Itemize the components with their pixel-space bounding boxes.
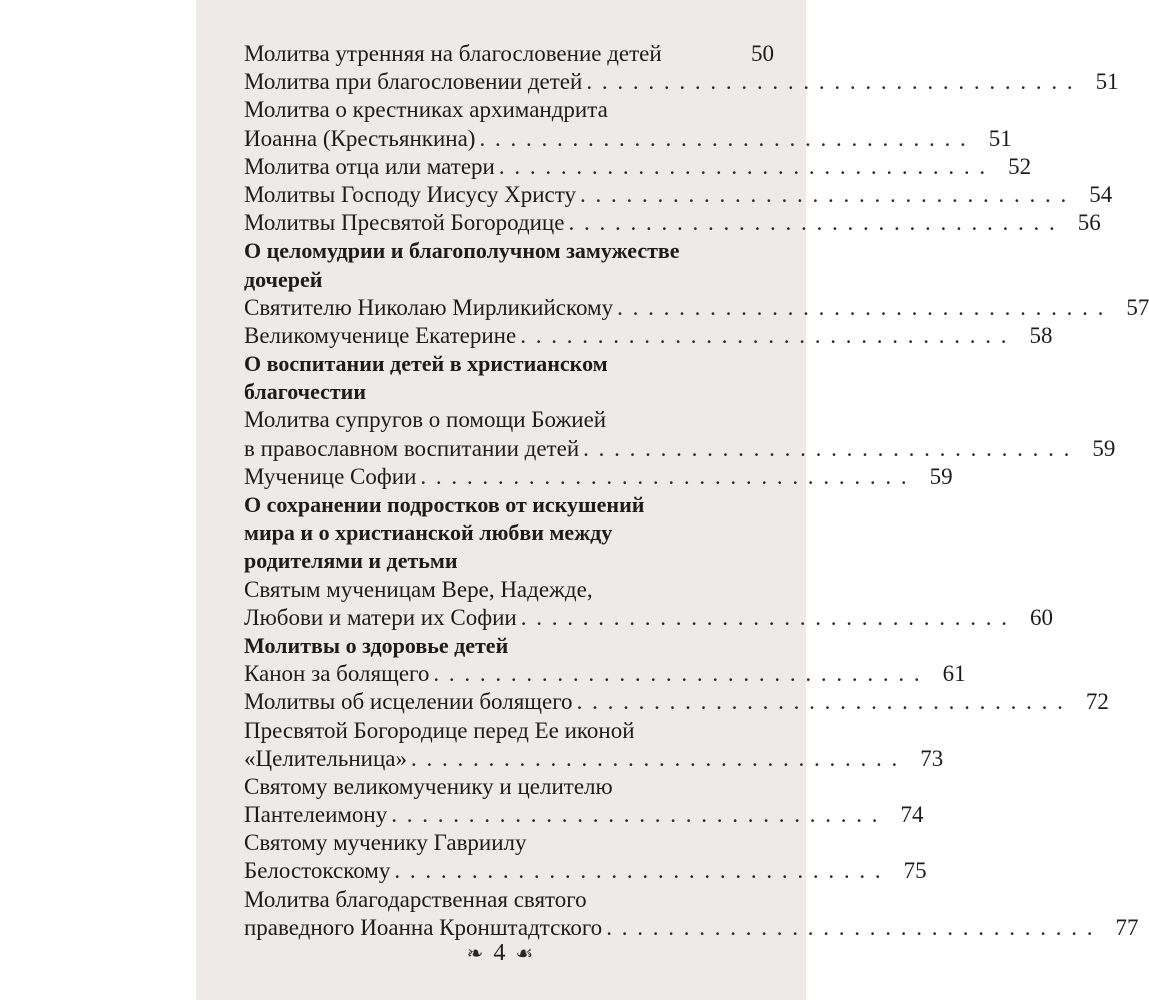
toc-page-number: 52 [1008,153,1032,179]
toc-section-heading [244,547,774,575]
toc-leader-dots: . . . . . . . . . . . . . . . . . . . . . . . . . . . . . . . . [410,745,900,771]
toc-entry-title: Молитва утренняя на благословение детей [244,41,662,66]
page-footer [0,940,1000,967]
toc-entry-title: Белостокскому [244,858,391,884]
toc-entry-title: Молитва благодарственная святого [244,886,587,912]
toc-entry-title: Святителю Николаю Мирликийскому [244,294,614,320]
toc-page-number: 72 [1085,689,1109,715]
toc-entry [244,660,966,688]
toc-leader-dots: . . . . . . . . . . . . . . . . . . . . . . . . . . . . . . . . [568,210,1057,236]
toc-page-number: 74 [900,802,924,828]
toc-section-heading [244,350,774,378]
toc-page-number: 50 [751,41,774,66]
toc-entry [244,829,774,857]
toc-entry-title: Молитва о крестниках архимандрита [244,97,608,123]
ornament-right-icon: ☙ [515,943,534,965]
toc-entry-title: Мученице Софии [244,463,417,489]
toc-entry-title: в православном воспитании детей [244,435,580,461]
page-number: 4 [493,940,506,966]
toc-entry [244,209,1101,237]
toc-entry [244,322,1053,350]
toc-leader-dots: . . . . . . . . . . . . . . . . . . . . . . . . . . . . . . . . [520,322,1009,348]
toc-entry-title: Молитва супругов о помощи Божией [244,407,607,433]
toc-leader-dots: . . . . . . . . . . . . . . . . . . . . . . . . . . . . . . . . [606,914,1095,940]
toc-entry-title: Молитвы Господу Иисусу Христу [244,181,576,207]
toc-entry [244,406,774,434]
toc-entry-title: О сохранении подростков от искушений [244,492,645,517]
toc-entry-title: Молитва отца или матери [244,153,495,179]
toc-section-heading [244,632,774,660]
toc-entry-title: Молитвы об исцелении болящего [244,689,573,715]
toc-entry-title: Канон за болящего [244,661,430,687]
toc-entry [244,125,1012,153]
toc-entry-title: мира и о христианской любви между [244,520,613,546]
toc-entry-title: Пресвятой Богородице перед Ее иконой [244,717,635,743]
toc-entry [244,40,774,68]
toc-page-number: 54 [1089,181,1113,207]
toc-page-number: 60 [1029,604,1053,630]
toc-entry-title: «Целительница» [244,745,407,771]
toc-entry [244,68,1119,96]
toc-page-number: 59 [929,463,953,489]
toc-entry [244,688,1109,716]
ornament-left-icon: ❧ [466,943,484,965]
toc-entry-title: О воспитании детей в христианском [244,351,608,377]
toc-section-heading [244,237,774,265]
toc-entry-title: О целомудрии и благополучном замужестве [244,238,680,264]
toc-entry [244,857,927,885]
toc-entry [244,717,774,745]
toc-entry [244,886,774,914]
toc-entry [244,463,953,491]
toc-entry-title: Святым мученицам Вере, Надежде, [244,576,593,602]
toc-leader-dots: . . . . . . . . . . . . . . . . . . . . . . . . . . . . . . . . [617,294,1106,320]
toc-leader-dots: . . . . . . . . . . . . . . . . . . . . . . . . . . . . . . . . [433,661,922,687]
toc-section-heading [244,378,774,406]
toc-entry [244,773,774,801]
toc-entry [244,294,1149,322]
toc-leader-dots: . . . . . . . . . . . . . . . . . . . . . . . . . . . . . . . . [586,69,1075,95]
toc-entry [244,801,924,829]
toc-page-number: 75 [903,858,927,884]
toc-leader-dots: . . . . . . . . . . . . . . . . . . . . . . . . . . . . . . . . [391,802,880,828]
toc-page-number: 57 [1126,294,1149,320]
toc-entry-title: благочестии [244,379,367,405]
toc-entry [244,153,1032,181]
toc-entry [244,745,944,773]
toc-entry [244,181,1113,209]
toc-entry-title: Иоанна (Крестьянкина) [244,125,476,151]
toc-entry-title: Любови и матери их Софии [244,604,517,630]
toc-section-heading [244,491,774,519]
toc-leader-dots: . . . . . . . . . . . . . . . . . . . . . . . . . . . . . . . . [520,604,1009,630]
toc-entry [244,96,774,124]
toc-page-number: 73 [920,745,944,771]
toc-leader-dots: . . . . . . . . . . . . . . . . . . . . . . . . . . . . . . . . [583,435,1072,461]
toc-entry [244,914,1139,942]
toc-entry-title: Молитва при благословении детей [244,69,583,95]
toc-entry-title: Молитвы Пресвятой Богородице [244,210,565,236]
toc-page-number: 51 [988,125,1012,151]
toc-leader-dots: . . . . . . . . . . . . . . . . . . . . . . . . . . . . . . . . [394,858,883,884]
toc-page-number: 51 [1095,69,1119,95]
toc-entry [244,435,1116,463]
toc-page-number: 59 [1092,435,1116,461]
toc-section-heading [244,266,774,294]
toc-entry-title: Пантелеимону [244,802,388,828]
toc-entry-title: Великомученице Екатерине [244,322,517,348]
toc-entry-title: Святому великомученику и целителю [244,773,613,799]
toc-entry [244,604,1053,632]
toc-entry-title: дочерей [244,266,323,292]
toc-page-number: 61 [942,661,966,687]
toc-leader-dots: . . . . . . . . . . . . . . . . . . . . . . . . . . . . . . . . [579,181,1069,207]
toc-page-number: 58 [1029,322,1053,348]
toc-leader-dots: . . . . . . . . . . . . . . . . . . . . . . . . . . . . . . . . [498,153,988,179]
table-of-contents [244,40,1149,942]
toc-leader-dots: . . . . . . . . . . . . . . . . . . . . . . . . . . . . . . . . [420,463,909,489]
toc-entry-title: праведного Иоанна Кронштадтского [244,914,603,940]
toc-leader-dots: . . . . . . . . . . . . . . . . . . . . . . . . . . . . . . . . [479,125,968,151]
toc-entry-title: родителями и детьми [244,548,458,574]
toc-entry-title: Молитвы о здоровье детей [244,632,509,658]
toc-section-heading [244,519,774,547]
toc-entry [244,576,774,604]
toc-page-number: 77 [1115,914,1139,940]
toc-entry-title: Святому мученику Гавриилу [244,830,527,856]
toc-page-number: 56 [1077,210,1101,236]
toc-leader-dots: . . . . . . . . . . . . . . . . . . . . . . . . . . . . . . . . [576,689,1065,715]
